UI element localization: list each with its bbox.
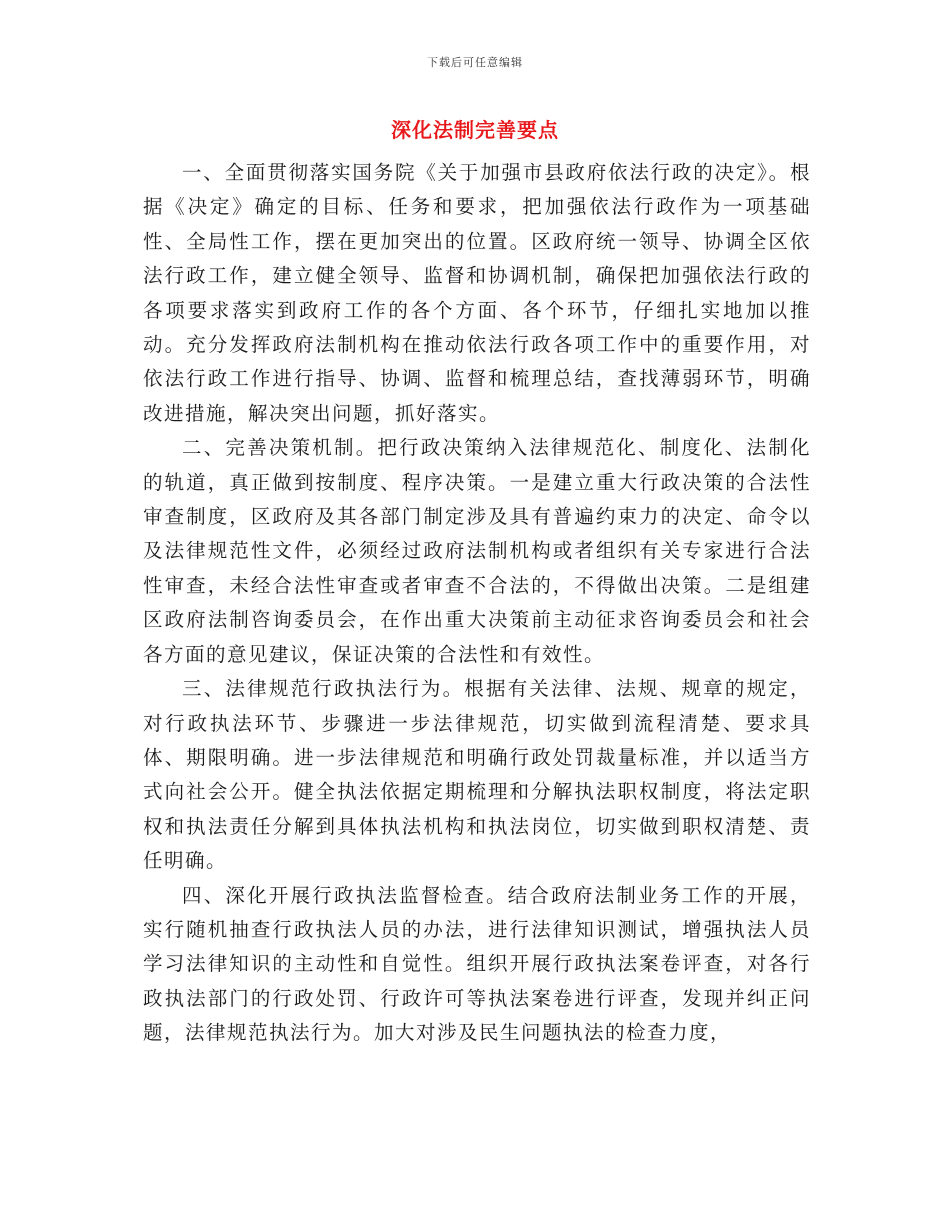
document-title: 深化法制完善要点 — [391, 118, 559, 142]
paragraph-3: 三、法律规范行政执法行为。根据有关法律、法规、规章的规定，对行政执法环节、步骤进一步法律规范，切实做到流程清楚、要求具体、期限明确。进一步法律规范和明确行政处罚裁量标准，并以适当方式向社会公开。健全执法依据定期梳理和分解执法职权制度，将法定职权和执法责任分解到具体执法机构和执法岗位，切实做到职权清楚、责任明确。 — [143, 677, 811, 873]
document-body — [143, 156, 811, 1051]
paragraph-4: 四、深化开展行政执法监督检查。结合政府法制业务工作的开展，实行随机抽查行政执法人员的办法，进行法律知识测试，增强执法人员学习法律知识的主动性和自觉性。组织开展行政执法案卷评查，对各行政执法部门的行政处罚、行政许可等执法案卷进行评查，发现并纠正问题，法律规范执法行为。加大对涉及民生问题执法的检查力度， — [143, 883, 811, 1045]
paragraph-1: 一、全面贯彻落实国务院《关于加强市县政府依法行政的决定》。根据《决定》确定的目标、任务和要求，把加强依法行政作为一项基础性、全局性工作，摆在更加突出的位置。区政府统一领导、协调全区依法行政工作，建立健全领导、监督和协调机制，确保把加强依法行政的各项要求落实到政府工作的各个方面、各个环节，仔细扎实地加以推动。充分发挥政府法制机构在推动依法行政各项工作中的重要作用，对依法行政工作进行指导、协调、监督和梳理总结，查找薄弱环节，明确改进措施，解决突出问题，抓好落实。 — [143, 161, 811, 425]
header-note: 下载后可任意编辑 — [427, 56, 523, 69]
paragraph-2: 二、完善决策机制。把行政决策纳入法律规范化、制度化、法制化的轨道，真正做到按制度、程序决策。一是建立重大行政决策的合法性审查制度，区政府及其各部门制定涉及具有普遍约束力的决定、命令以及法律规范性文件，必须经过政府法制机构或者组织有关专家进行合法性审查，未经合法性审查或者审查不合法的，不得做出决策。二是组建区政府法制咨询委员会，在作出重大决策前主动征求咨询委员会和社会各方面的意见建议，保证决策的合法性和有效性。 — [143, 436, 811, 666]
